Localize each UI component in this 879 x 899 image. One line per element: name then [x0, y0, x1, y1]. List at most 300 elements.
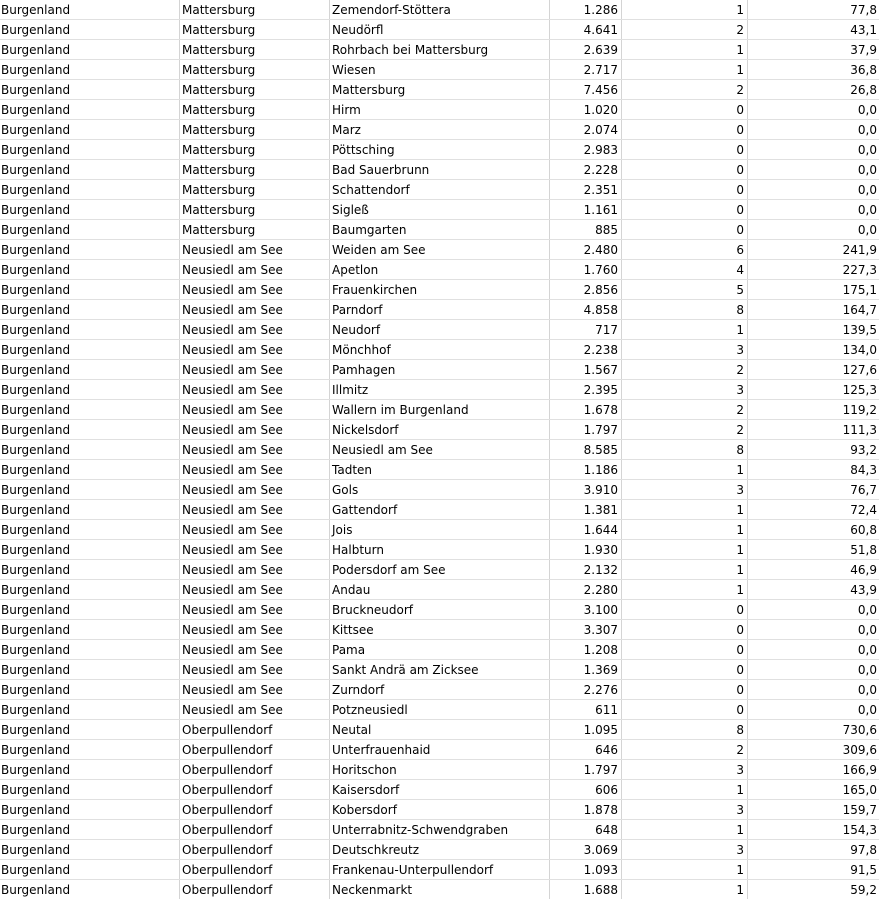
municipality-cell[interactable]: Neusiedl am See: [330, 440, 550, 459]
cases-cell[interactable]: 2: [622, 20, 748, 39]
incidence-cell[interactable]: 84,3: [850, 463, 877, 477]
municipality-cell[interactable]: Neutal: [330, 720, 550, 739]
population-cell[interactable]: 2.395: [550, 380, 622, 399]
state-cell[interactable]: Burgenland: [0, 80, 180, 99]
population-cell[interactable]: 2.351: [550, 180, 622, 199]
state-cell[interactable]: Burgenland: [0, 680, 180, 699]
municipality-cell[interactable]: Unterfrauenhaid: [330, 740, 550, 759]
state-cell[interactable]: Burgenland: [0, 580, 180, 599]
table-row: [0, 160, 879, 180]
state-cell[interactable]: Burgenland: [0, 480, 180, 499]
municipality-cell[interactable]: Potzneusiedl: [330, 700, 550, 719]
district-cell[interactable]: Mattersburg: [180, 80, 330, 99]
state-cell[interactable]: Burgenland: [0, 740, 180, 759]
district-cell[interactable]: Oberpullendorf: [180, 740, 330, 759]
table-row: [0, 700, 879, 720]
cases-cell[interactable]: 1: [622, 820, 748, 839]
municipality-cell[interactable]: Sigleß: [330, 200, 550, 219]
incidence-cell[interactable]: 51,8: [850, 543, 877, 557]
district-cell[interactable]: Neusiedl am See: [180, 700, 330, 719]
table-row: [0, 360, 879, 380]
district-cell[interactable]: Neusiedl am See: [180, 620, 330, 639]
incidence-cell[interactable]: 0,0: [857, 123, 877, 137]
incidence-cell[interactable]: 139,5: [842, 323, 877, 337]
cases-cell[interactable]: 0: [622, 620, 748, 639]
state-cell[interactable]: Burgenland: [0, 240, 180, 259]
incidence-cell[interactable]: 125,3: [842, 383, 877, 397]
state-cell[interactable]: Burgenland: [0, 560, 180, 579]
cases-cell[interactable]: 8: [622, 440, 748, 459]
state-cell[interactable]: Burgenland: [0, 0, 180, 19]
cases-cell[interactable]: 2: [622, 360, 748, 379]
population-cell[interactable]: 2.132: [550, 560, 622, 579]
district-cell[interactable]: Neusiedl am See: [180, 400, 330, 419]
cases-cell[interactable]: 5: [622, 280, 748, 299]
district-cell[interactable]: Neusiedl am See: [180, 380, 330, 399]
population-cell[interactable]: 646: [550, 740, 622, 759]
cases-cell[interactable]: 1: [622, 500, 748, 519]
district-cell[interactable]: Neusiedl am See: [180, 320, 330, 339]
district-cell[interactable]: Oberpullendorf: [180, 820, 330, 839]
state-cell[interactable]: Burgenland: [0, 500, 180, 519]
municipality-cell[interactable]: Baumgarten: [330, 220, 550, 239]
state-cell[interactable]: Burgenland: [0, 120, 180, 139]
state-cell[interactable]: Burgenland: [0, 60, 180, 79]
cases-cell[interactable]: 3: [622, 800, 748, 819]
district-cell[interactable]: Neusiedl am See: [180, 460, 330, 479]
table-row: [0, 140, 879, 160]
cases-cell[interactable]: 4: [622, 260, 748, 279]
cases-cell[interactable]: 1: [622, 540, 748, 559]
state-cell[interactable]: Burgenland: [0, 520, 180, 539]
state-cell[interactable]: Burgenland: [0, 440, 180, 459]
state-cell[interactable]: Burgenland: [0, 160, 180, 179]
incidence-cell[interactable]: 72,4: [850, 503, 877, 517]
population-cell[interactable]: 2.480: [550, 240, 622, 259]
population-cell[interactable]: 4.641: [550, 20, 622, 39]
population-cell[interactable]: 2.639: [550, 40, 622, 59]
incidence-cell[interactable]: 309,6: [842, 743, 877, 757]
cases-cell[interactable]: 3: [622, 340, 748, 359]
state-cell[interactable]: Burgenland: [0, 420, 180, 439]
table-row: [0, 720, 879, 740]
population-cell[interactable]: 1.760: [550, 260, 622, 279]
population-cell[interactable]: 3.100: [550, 600, 622, 619]
table-row: [0, 820, 879, 840]
table-row: [0, 860, 879, 880]
population-cell[interactable]: 1.286: [550, 0, 622, 19]
district-cell[interactable]: Neusiedl am See: [180, 360, 330, 379]
incidence-cell[interactable]: 0,0: [857, 203, 877, 217]
district-cell[interactable]: Neusiedl am See: [180, 640, 330, 659]
cases-cell[interactable]: 2: [622, 740, 748, 759]
table-row: [0, 80, 879, 100]
district-cell[interactable]: Neusiedl am See: [180, 280, 330, 299]
state-cell[interactable]: Burgenland: [0, 840, 180, 859]
population-cell[interactable]: 1.020: [550, 100, 622, 119]
district-cell[interactable]: Neusiedl am See: [180, 240, 330, 259]
incidence-cell[interactable]: 59,2: [850, 883, 877, 897]
population-cell[interactable]: 1.688: [550, 880, 622, 899]
population-cell[interactable]: 885: [550, 220, 622, 239]
table-row: [0, 200, 879, 220]
municipality-cell[interactable]: Bad Sauerbrunn: [330, 160, 550, 179]
cases-cell[interactable]: 1: [622, 320, 748, 339]
table-row: [0, 840, 879, 860]
incidence-cell[interactable]: 97,8: [850, 843, 877, 857]
state-cell[interactable]: Burgenland: [0, 100, 180, 119]
incidence-cell[interactable]: 0,0: [857, 663, 877, 677]
population-cell[interactable]: 1.930: [550, 540, 622, 559]
cases-cell[interactable]: 1: [622, 560, 748, 579]
district-cell[interactable]: Neusiedl am See: [180, 420, 330, 439]
municipality-cell[interactable]: Kittsee: [330, 620, 550, 639]
municipality-cell[interactable]: Neudorf: [330, 320, 550, 339]
municipality-cell[interactable]: Gattendorf: [330, 500, 550, 519]
table-row: [0, 800, 879, 820]
municipality-cell[interactable]: Zemendorf-Stöttera: [330, 0, 550, 19]
municipality-cell[interactable]: Apetlon: [330, 260, 550, 279]
incidence-cell[interactable]: 164,7: [842, 303, 877, 317]
district-cell[interactable]: Neusiedl am See: [180, 680, 330, 699]
state-cell[interactable]: Burgenland: [0, 780, 180, 799]
table-row: [0, 420, 879, 440]
population-cell[interactable]: 648: [550, 820, 622, 839]
incidence-cell[interactable]: 166,9: [842, 763, 877, 777]
district-cell[interactable]: Neusiedl am See: [180, 440, 330, 459]
population-cell[interactable]: 2.238: [550, 340, 622, 359]
table-row: [0, 440, 879, 460]
cases-cell[interactable]: 0: [622, 120, 748, 139]
cases-cell[interactable]: 3: [622, 760, 748, 779]
incidence-cell[interactable]: 36,8: [850, 63, 877, 77]
district-cell[interactable]: Oberpullendorf: [180, 800, 330, 819]
district-cell[interactable]: Neusiedl am See: [180, 560, 330, 579]
incidence-cell[interactable]: 119,2: [842, 403, 877, 417]
district-cell[interactable]: Neusiedl am See: [180, 600, 330, 619]
district-cell[interactable]: Oberpullendorf: [180, 780, 330, 799]
table-row: [0, 620, 879, 640]
table-row: [0, 520, 879, 540]
table-row: [0, 0, 879, 20]
incidence-cell[interactable]: 43,1: [850, 23, 877, 37]
municipality-cell[interactable]: Deutschkreutz: [330, 840, 550, 859]
state-cell[interactable]: Burgenland: [0, 620, 180, 639]
municipality-cell[interactable]: Jois: [330, 520, 550, 539]
district-cell[interactable]: Neusiedl am See: [180, 500, 330, 519]
population-cell[interactable]: 1.208: [550, 640, 622, 659]
cases-cell[interactable]: 0: [622, 100, 748, 119]
municipality-cell[interactable]: Illmitz: [330, 380, 550, 399]
incidence-cell[interactable]: 77,8: [850, 3, 877, 17]
municipality-cell[interactable]: Mattersburg: [330, 80, 550, 99]
incidence-cell[interactable]: 0,0: [857, 163, 877, 177]
district-cell[interactable]: Mattersburg: [180, 40, 330, 59]
incidence-cell[interactable]: 0,0: [857, 703, 877, 717]
district-cell[interactable]: Neusiedl am See: [180, 300, 330, 319]
state-cell[interactable]: Burgenland: [0, 400, 180, 419]
cases-cell[interactable]: 1: [622, 880, 748, 899]
population-cell[interactable]: 8.585: [550, 440, 622, 459]
state-cell[interactable]: Burgenland: [0, 880, 180, 899]
population-cell[interactable]: 2.276: [550, 680, 622, 699]
cases-cell[interactable]: 0: [622, 600, 748, 619]
population-cell[interactable]: 7.456: [550, 80, 622, 99]
municipality-cell[interactable]: Pama: [330, 640, 550, 659]
table-row: [0, 680, 879, 700]
municipality-cell[interactable]: Frauenkirchen: [330, 280, 550, 299]
district-cell[interactable]: Neusiedl am See: [180, 480, 330, 499]
population-cell[interactable]: 2.983: [550, 140, 622, 159]
district-cell[interactable]: Neusiedl am See: [180, 660, 330, 679]
state-cell[interactable]: Burgenland: [0, 820, 180, 839]
municipality-cell[interactable]: Kaisersdorf: [330, 780, 550, 799]
state-cell[interactable]: Burgenland: [0, 540, 180, 559]
incidence-cell[interactable]: 111,3: [842, 423, 877, 437]
state-cell[interactable]: Burgenland: [0, 20, 180, 39]
incidence-cell[interactable]: 175,1: [842, 283, 877, 297]
table-row: [0, 540, 879, 560]
state-cell[interactable]: Burgenland: [0, 320, 180, 339]
cases-cell[interactable]: 0: [622, 660, 748, 679]
population-cell[interactable]: 1.797: [550, 420, 622, 439]
municipality-cell[interactable]: Marz: [330, 120, 550, 139]
municipality-cell[interactable]: Hirm: [330, 100, 550, 119]
incidence-cell[interactable]: 37,9: [850, 43, 877, 57]
population-cell[interactable]: 606: [550, 780, 622, 799]
population-cell[interactable]: 1.797: [550, 760, 622, 779]
incidence-cell[interactable]: 0,0: [857, 223, 877, 237]
district-cell[interactable]: Neusiedl am See: [180, 340, 330, 359]
cases-cell[interactable]: 8: [622, 300, 748, 319]
state-cell[interactable]: Burgenland: [0, 660, 180, 679]
district-cell[interactable]: Oberpullendorf: [180, 840, 330, 859]
cases-cell[interactable]: 6: [622, 240, 748, 259]
cases-cell[interactable]: 1: [622, 520, 748, 539]
cases-cell[interactable]: 2: [622, 420, 748, 439]
district-cell[interactable]: Mattersburg: [180, 200, 330, 219]
cases-cell[interactable]: 0: [622, 680, 748, 699]
cases-cell[interactable]: 2: [622, 80, 748, 99]
state-cell[interactable]: Burgenland: [0, 40, 180, 59]
municipality-cell[interactable]: Frankenau-Unterpullendorf: [330, 860, 550, 879]
population-cell[interactable]: 1.381: [550, 500, 622, 519]
incidence-cell[interactable]: 76,7: [850, 483, 877, 497]
incidence-cell[interactable]: 730,6: [842, 723, 877, 737]
municipality-cell[interactable]: Tadten: [330, 460, 550, 479]
incidence-cell[interactable]: 43,9: [850, 583, 877, 597]
district-cell[interactable]: Oberpullendorf: [180, 880, 330, 899]
incidence-cell[interactable]: 0,0: [857, 143, 877, 157]
incidence-cell[interactable]: 0,0: [857, 103, 877, 117]
state-cell[interactable]: Burgenland: [0, 260, 180, 279]
population-cell[interactable]: 1.093: [550, 860, 622, 879]
municipality-cell[interactable]: Mönchhof: [330, 340, 550, 359]
state-cell[interactable]: Burgenland: [0, 180, 180, 199]
table-row: [0, 580, 879, 600]
population-cell[interactable]: 3.910: [550, 480, 622, 499]
municipality-cell[interactable]: Sankt Andrä am Zicksee: [330, 660, 550, 679]
state-cell[interactable]: Burgenland: [0, 640, 180, 659]
municipality-cell[interactable]: Horitschon: [330, 760, 550, 779]
incidence-cell[interactable]: 0,0: [857, 183, 877, 197]
cases-cell[interactable]: 0: [622, 180, 748, 199]
state-cell[interactable]: Burgenland: [0, 200, 180, 219]
cases-cell[interactable]: 3: [622, 380, 748, 399]
table-row: [0, 480, 879, 500]
municipality-cell[interactable]: Halbturn: [330, 540, 550, 559]
table-row: [0, 600, 879, 620]
incidence-cell[interactable]: 154,3: [842, 823, 877, 837]
state-cell[interactable]: Burgenland: [0, 760, 180, 779]
cases-cell[interactable]: 8: [622, 720, 748, 739]
incidence-cell[interactable]: 241,9: [842, 243, 877, 257]
municipality-cell[interactable]: Podersdorf am See: [330, 560, 550, 579]
table-row: [0, 240, 879, 260]
incidence-cell[interactable]: 165,0: [842, 783, 877, 797]
municipality-cell[interactable]: Neudörfl: [330, 20, 550, 39]
table-row: [0, 340, 879, 360]
cases-cell[interactable]: 0: [622, 160, 748, 179]
district-cell[interactable]: Mattersburg: [180, 60, 330, 79]
district-cell[interactable]: Oberpullendorf: [180, 860, 330, 879]
cases-cell[interactable]: 0: [622, 700, 748, 719]
population-cell[interactable]: 1.678: [550, 400, 622, 419]
cases-cell[interactable]: 3: [622, 480, 748, 499]
population-cell[interactable]: 3.307: [550, 620, 622, 639]
table-row: [0, 260, 879, 280]
municipality-cell[interactable]: Weiden am See: [330, 240, 550, 259]
incidence-cell[interactable]: 26,8: [850, 83, 877, 97]
population-cell[interactable]: 3.069: [550, 840, 622, 859]
state-cell[interactable]: Burgenland: [0, 280, 180, 299]
state-cell[interactable]: Burgenland: [0, 860, 180, 879]
municipality-cell[interactable]: Nickelsdorf: [330, 420, 550, 439]
cases-cell[interactable]: 3: [622, 840, 748, 859]
cases-cell[interactable]: 1: [622, 60, 748, 79]
district-cell[interactable]: Mattersburg: [180, 220, 330, 239]
municipality-cell[interactable]: Pöttsching: [330, 140, 550, 159]
state-cell[interactable]: Burgenland: [0, 340, 180, 359]
municipality-cell[interactable]: Bruckneudorf: [330, 600, 550, 619]
population-cell[interactable]: 2.856: [550, 280, 622, 299]
table-row: [0, 40, 879, 60]
incidence-cell[interactable]: 60,8: [850, 523, 877, 537]
state-cell[interactable]: Burgenland: [0, 380, 180, 399]
state-cell[interactable]: Burgenland: [0, 700, 180, 719]
incidence-cell[interactable]: 46,9: [850, 563, 877, 577]
municipality-cell[interactable]: Kobersdorf: [330, 800, 550, 819]
district-cell[interactable]: Mattersburg: [180, 120, 330, 139]
cases-cell[interactable]: 1: [622, 780, 748, 799]
incidence-cell[interactable]: 0,0: [857, 643, 877, 657]
municipality-cell[interactable]: Unterrabnitz-Schwendgraben: [330, 820, 550, 839]
cases-cell[interactable]: 1: [622, 0, 748, 19]
population-cell[interactable]: 1.161: [550, 200, 622, 219]
district-cell[interactable]: Oberpullendorf: [180, 760, 330, 779]
population-cell[interactable]: 2.280: [550, 580, 622, 599]
population-cell[interactable]: 1.369: [550, 660, 622, 679]
table-row: [0, 760, 879, 780]
population-cell[interactable]: 1.567: [550, 360, 622, 379]
incidence-cell[interactable]: 0,0: [857, 683, 877, 697]
cases-cell[interactable]: 1: [622, 580, 748, 599]
municipality-cell[interactable]: Wallern im Burgenland: [330, 400, 550, 419]
incidence-cell[interactable]: 0,0: [857, 623, 877, 637]
municipality-cell[interactable]: Rohrbach bei Mattersburg: [330, 40, 550, 59]
population-cell[interactable]: 2.228: [550, 160, 622, 179]
population-cell[interactable]: 4.858: [550, 300, 622, 319]
population-cell[interactable]: 1.186: [550, 460, 622, 479]
incidence-cell[interactable]: 0,0: [857, 603, 877, 617]
state-cell[interactable]: Burgenland: [0, 720, 180, 739]
cases-cell[interactable]: 1: [622, 860, 748, 879]
table-row: [0, 380, 879, 400]
cases-cell[interactable]: 0: [622, 200, 748, 219]
state-cell[interactable]: Burgenland: [0, 460, 180, 479]
district-cell[interactable]: Neusiedl am See: [180, 580, 330, 599]
state-cell[interactable]: Burgenland: [0, 220, 180, 239]
population-cell[interactable]: 2.074: [550, 120, 622, 139]
population-cell[interactable]: 717: [550, 320, 622, 339]
district-cell[interactable]: Neusiedl am See: [180, 540, 330, 559]
state-cell[interactable]: Burgenland: [0, 800, 180, 819]
cases-cell[interactable]: 1: [622, 40, 748, 59]
table-row: [0, 180, 879, 200]
population-cell[interactable]: 2.717: [550, 60, 622, 79]
cases-cell[interactable]: 1: [622, 460, 748, 479]
state-cell[interactable]: Burgenland: [0, 600, 180, 619]
incidence-cell[interactable]: 134,0: [842, 343, 877, 357]
population-cell[interactable]: 1.878: [550, 800, 622, 819]
cases-cell[interactable]: 0: [622, 640, 748, 659]
population-cell[interactable]: 1.095: [550, 720, 622, 739]
district-cell[interactable]: Oberpullendorf: [180, 720, 330, 739]
incidence-cell[interactable]: 159,7: [842, 803, 877, 817]
municipality-cell[interactable]: Andau: [330, 580, 550, 599]
table-row: [0, 500, 879, 520]
district-cell[interactable]: Neusiedl am See: [180, 260, 330, 279]
municipality-cell[interactable]: Neckenmarkt: [330, 880, 550, 899]
municipality-cell[interactable]: Parndorf: [330, 300, 550, 319]
incidence-cell[interactable]: 93,2: [850, 443, 877, 457]
district-cell[interactable]: Mattersburg: [180, 140, 330, 159]
state-cell[interactable]: Burgenland: [0, 360, 180, 379]
population-cell[interactable]: 1.644: [550, 520, 622, 539]
municipality-cell[interactable]: Schattendorf: [330, 180, 550, 199]
district-cell[interactable]: Neusiedl am See: [180, 520, 330, 539]
incidence-cell[interactable]: 227,3: [842, 263, 877, 277]
cases-cell[interactable]: 0: [622, 220, 748, 239]
district-cell[interactable]: Mattersburg: [180, 100, 330, 119]
municipality-cell[interactable]: Zurndorf: [330, 680, 550, 699]
municipality-cell[interactable]: Wiesen: [330, 60, 550, 79]
incidence-cell[interactable]: 91,5: [850, 863, 877, 877]
cases-cell[interactable]: 0: [622, 140, 748, 159]
municipality-cell[interactable]: Gols: [330, 480, 550, 499]
population-cell[interactable]: 611: [550, 700, 622, 719]
incidence-cell[interactable]: 127,6: [842, 363, 877, 377]
table-row: [0, 400, 879, 420]
state-cell[interactable]: Burgenland: [0, 140, 180, 159]
municipality-cell[interactable]: Pamhagen: [330, 360, 550, 379]
district-cell[interactable]: Mattersburg: [180, 20, 330, 39]
district-cell[interactable]: Mattersburg: [180, 180, 330, 199]
district-cell[interactable]: Mattersburg: [180, 0, 330, 19]
cases-cell[interactable]: 2: [622, 400, 748, 419]
state-cell[interactable]: Burgenland: [0, 300, 180, 319]
district-cell[interactable]: Mattersburg: [180, 160, 330, 179]
